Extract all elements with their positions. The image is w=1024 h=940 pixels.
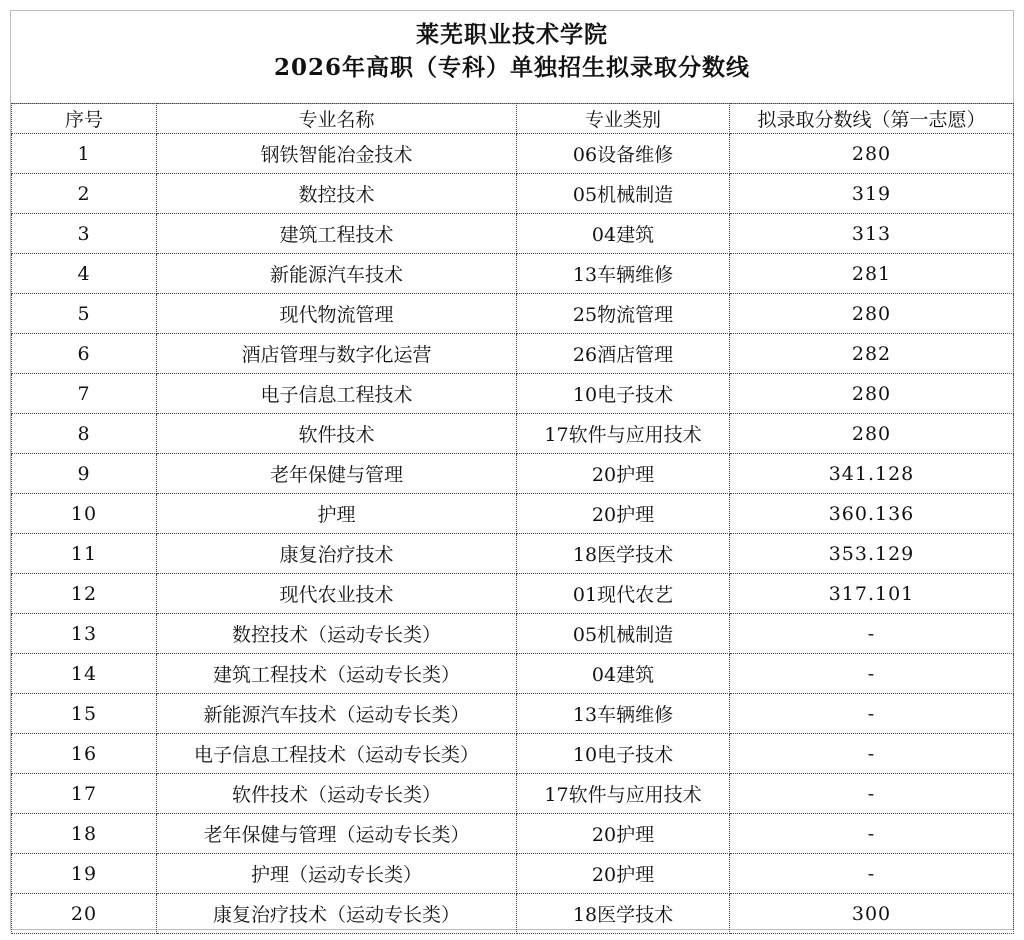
major-name-cell: 康复治疗技术 (157, 534, 517, 574)
score-line-cell: 280 (730, 294, 1014, 334)
major-category-cell: 01现代农艺 (517, 574, 730, 614)
table-row (12, 734, 1014, 774)
major-category-cell: 06设备维修 (517, 134, 730, 174)
major-category-cell: 10电子技术 (517, 374, 730, 414)
header-score-line: 拟录取分数线（第一志愿） (730, 104, 1014, 134)
score-line-cell: - (730, 774, 1014, 814)
table-row (12, 174, 1014, 214)
table-row (12, 774, 1014, 814)
score-line-cell: 313 (730, 214, 1014, 254)
major-category-cell: 18医学技术 (517, 894, 730, 934)
table-row (12, 654, 1014, 694)
score-line-cell: 280 (730, 134, 1014, 174)
score-line-cell: - (730, 654, 1014, 694)
score-line-cell: - (730, 614, 1014, 654)
college-name-title: 莱芜职业技术学院 (416, 21, 608, 48)
score-line-cell: 353.129 (730, 534, 1014, 574)
row-index-cell: 19 (12, 854, 157, 894)
score-line-cell: 280 (730, 414, 1014, 454)
major-name-cell: 新能源汽车技术（运动专长类） (157, 694, 517, 734)
row-index-cell: 3 (12, 214, 157, 254)
row-index-cell: 4 (12, 254, 157, 294)
major-name-cell: 护理 (157, 494, 517, 534)
major-name-cell: 现代物流管理 (157, 294, 517, 334)
row-index-cell: 12 (12, 574, 157, 614)
major-name-cell: 数控技术（运动专长类） (157, 614, 517, 654)
major-category-cell: 26酒店管理 (517, 334, 730, 374)
score-line-cell: 317.101 (730, 574, 1014, 614)
row-index-cell: 9 (12, 454, 157, 494)
major-name-cell: 康复治疗技术（运动专长类） (157, 894, 517, 934)
row-index-cell: 13 (12, 614, 157, 654)
header-major-category: 专业类别 (517, 104, 730, 134)
score-line-cell: - (730, 854, 1014, 894)
score-line-cell: 360.136 (730, 494, 1014, 534)
major-category-cell: 25物流管理 (517, 294, 730, 334)
table-row (12, 614, 1014, 654)
major-name-cell: 护理（运动专长类） (157, 854, 517, 894)
table-row (12, 694, 1014, 734)
table-row (12, 334, 1014, 374)
score-table (11, 103, 1014, 934)
major-name-cell: 现代农业技术 (157, 574, 517, 614)
table-body (12, 134, 1014, 934)
table-row (12, 254, 1014, 294)
table-row (12, 494, 1014, 534)
row-index-cell: 6 (12, 334, 157, 374)
score-line-title: 2026年高职（专科）单独招生拟录取分数线 (273, 54, 750, 81)
major-name-cell: 钢铁智能冶金技术 (157, 134, 517, 174)
score-line-cell: - (730, 734, 1014, 774)
major-name-cell: 建筑工程技术 (157, 214, 517, 254)
table-row (12, 894, 1014, 934)
row-index-cell: 17 (12, 774, 157, 814)
row-index-cell: 16 (12, 734, 157, 774)
major-name-cell: 数控技术 (157, 174, 517, 214)
score-line-cell: 300 (730, 894, 1014, 934)
major-category-cell: 04建筑 (517, 654, 730, 694)
score-line-cell: 282 (730, 334, 1014, 374)
major-category-cell: 04建筑 (517, 214, 730, 254)
major-name-cell: 软件技术（运动专长类） (157, 774, 517, 814)
row-index-cell: 18 (12, 814, 157, 854)
table-row (12, 374, 1014, 414)
major-name-cell: 电子信息工程技术（运动专长类） (157, 734, 517, 774)
table-row (12, 574, 1014, 614)
table-row (12, 854, 1014, 894)
score-line-cell: - (730, 694, 1014, 734)
header-major-name: 专业名称 (157, 104, 517, 134)
major-name-cell: 老年保健与管理（运动专长类） (157, 814, 517, 854)
row-index-cell: 10 (12, 494, 157, 534)
major-category-cell: 13车辆维修 (517, 694, 730, 734)
major-category-cell: 20护理 (517, 854, 730, 894)
major-category-cell: 20护理 (517, 814, 730, 854)
table-row (12, 454, 1014, 494)
major-category-cell: 17软件与应用技术 (517, 774, 730, 814)
major-category-cell: 10电子技术 (517, 734, 730, 774)
major-category-cell: 05机械制造 (517, 614, 730, 654)
table-row (12, 294, 1014, 334)
row-index-cell: 11 (12, 534, 157, 574)
row-index-cell: 14 (12, 654, 157, 694)
header-index: 序号 (12, 104, 157, 134)
major-name-cell: 电子信息工程技术 (157, 374, 517, 414)
table-row (12, 214, 1014, 254)
admission-score-sheet (10, 10, 1014, 930)
table-row (12, 414, 1014, 454)
major-category-cell: 18医学技术 (517, 534, 730, 574)
major-name-cell: 建筑工程技术（运动专长类） (157, 654, 517, 694)
table-row (12, 134, 1014, 174)
major-category-cell: 13车辆维修 (517, 254, 730, 294)
table-row (12, 534, 1014, 574)
row-index-cell: 8 (12, 414, 157, 454)
table-header-row (12, 104, 1014, 134)
score-line-cell: 281 (730, 254, 1014, 294)
score-line-cell: 280 (730, 374, 1014, 414)
row-index-cell: 15 (12, 694, 157, 734)
row-index-cell: 5 (12, 294, 157, 334)
major-category-cell: 20护理 (517, 454, 730, 494)
major-name-cell: 新能源汽车技术 (157, 254, 517, 294)
major-category-cell: 20护理 (517, 494, 730, 534)
major-category-cell: 17软件与应用技术 (517, 414, 730, 454)
score-line-cell: 319 (730, 174, 1014, 214)
major-name-cell: 软件技术 (157, 414, 517, 454)
title-block (11, 11, 1013, 104)
table-row (12, 814, 1014, 854)
row-index-cell: 20 (12, 894, 157, 934)
major-name-cell: 老年保健与管理 (157, 454, 517, 494)
score-line-cell: 341.128 (730, 454, 1014, 494)
row-index-cell: 1 (12, 134, 157, 174)
score-line-cell: - (730, 814, 1014, 854)
row-index-cell: 7 (12, 374, 157, 414)
row-index-cell: 2 (12, 174, 157, 214)
major-name-cell: 酒店管理与数字化运营 (157, 334, 517, 374)
major-category-cell: 05机械制造 (517, 174, 730, 214)
